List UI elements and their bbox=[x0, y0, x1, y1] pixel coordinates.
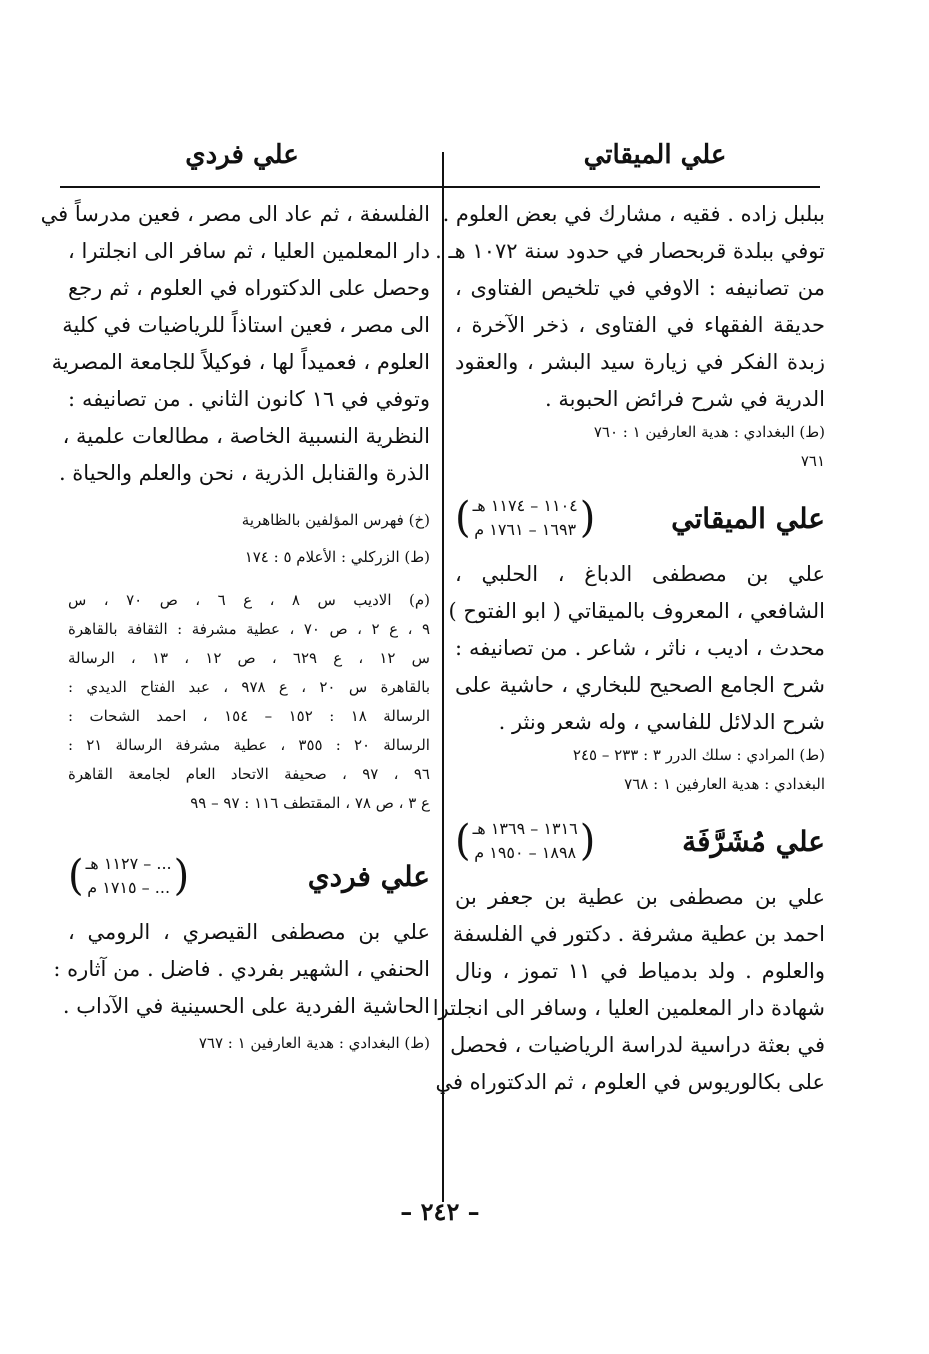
text-line: علي بن مصطفى القيصري ، الرومي ، bbox=[68, 920, 430, 944]
text-line: توفي ببلدة قربحصار في حدود سنة ١٠٧٢ هـ . bbox=[435, 239, 825, 263]
text-line: من تصانيفه : الاوفي في تلخيص الفتاوى ، bbox=[455, 276, 825, 300]
text-line: النظرية النسبية الخاصة ، مطالعات علمية ، bbox=[62, 424, 430, 448]
date-gregorian: ١٨٩٨ – ١٩٥٠ م bbox=[474, 843, 577, 862]
entry-name: علي فردي bbox=[307, 859, 430, 893]
page-number: – ٢٤٢ – bbox=[400, 1197, 480, 1226]
text-line: الشافعي ، المعروف بالميقاتي ( ابو الفتوح ) bbox=[448, 599, 825, 623]
source-line: (ط) المرادي : سلك الدرر ٣ : ٢٣٣ – ٢٤٥ bbox=[572, 746, 825, 764]
text-line: ببلبل زاده . فقيه ، مشارك في بعض العلوم . bbox=[442, 202, 825, 226]
source-line: (م) الاديب س ٨ ، ع ٦ ، ص ٧٠ ، س bbox=[68, 591, 430, 609]
entry-dates: ( ١١٠٤ – ١١٧٤ هـ ١٦٩٣ – ١٧٦١ م ) bbox=[455, 493, 596, 543]
source-line: البغدادي : هدية العارفين ١ : ٧٦٨ bbox=[624, 775, 825, 793]
text-line: شهادة دار المعلمين العليا ، وسافر الى انجلترا bbox=[432, 996, 825, 1020]
text-line: الدرية في شرح فرائض الحبوبة . bbox=[545, 387, 825, 411]
text-line: وتوفي في ١٦ كانون الثاني . من تصانيفه : bbox=[68, 387, 430, 411]
entry-heading bbox=[68, 848, 430, 904]
text-line: الفلسفة ، ثم عاد الى مصر ، فعين مدرساً في bbox=[40, 202, 430, 226]
source-line: ٩٦ ، ٩٧ ، صحيفة الاتحاد العام لجامعة القاهرة bbox=[68, 765, 430, 783]
source-line: (ط) البغدادي : هدية العارفين ١ : ٧٦٠ bbox=[593, 423, 825, 441]
text-line: الحاشية الفردية على الحسينية في الآداب . bbox=[62, 994, 430, 1018]
text-line: علي بن مصطفى الدباغ ، الحلبي ، bbox=[455, 562, 825, 586]
text-line: الحنفي ، الشهير بفردي . فاضل . من آثاره : bbox=[53, 957, 430, 981]
date-hijri: ... – ١١٢٧ هـ bbox=[85, 854, 172, 873]
entry-dates: ( ١٣١٦ – ١٣٦٩ هـ ١٨٩٨ – ١٩٥٠ م ) bbox=[455, 816, 596, 866]
column-header-left: علي فردي bbox=[185, 140, 299, 170]
source-line: ٩ ، ع ٢ ، ص ٧٠ ، عطية مشرفة : الثقافة بالقاهرة bbox=[68, 620, 430, 638]
entry-dates: ( ... – ١١٢٧ هـ ... – ١٧١٥ م ) bbox=[68, 851, 190, 901]
date-hijri: ١٣١٦ – ١٣٦٩ هـ bbox=[472, 819, 578, 838]
entry-name: علي مُشَرَّفَة bbox=[682, 824, 825, 858]
date-hijri: ١١٠٤ – ١١٧٤ هـ bbox=[472, 496, 578, 515]
text-line: حديقة الفقهاء في الفتاوى ، ذخر الآخرة ، bbox=[455, 313, 825, 337]
date-gregorian: ١٦٩٣ – ١٧٦١ م bbox=[474, 520, 577, 539]
entry-heading bbox=[455, 490, 825, 546]
text-line: محدث ، اديب ، ناثر ، شاعر . من تصانيفه : bbox=[455, 636, 825, 660]
text-line: والعلوم . ولد بدمياط في ١١ تموز ، ونال bbox=[455, 959, 825, 983]
source-line: ع ٣ ، ص ٧٨ ، المقتطف ١١٦ : ٩٧ – ٩٩ bbox=[190, 794, 430, 812]
date-gregorian: ... – ١٧١٥ م bbox=[87, 878, 171, 897]
text-line: الذرة والقنابل الذرية ، نحن والعلم والحياة . bbox=[58, 461, 430, 485]
text-line: وحصل على الدكتوراه في العلوم ، ثم رجع bbox=[68, 276, 430, 300]
source-line: ٧٦١ bbox=[800, 452, 825, 470]
header-rule bbox=[60, 186, 820, 188]
text-line: زبدة الفكر في زيارة سيد البشر ، والعقود bbox=[455, 350, 825, 374]
text-line: علي بن مصطفى بن عطية بن جعفر بن bbox=[455, 885, 825, 909]
text-line: العلوم ، فعميداً لها ، فوكيلاً للجامعة المصرية bbox=[51, 350, 430, 374]
column-header-right: علي الميقاتي bbox=[583, 140, 727, 170]
source-line: (ط) الزركلي : الأعلام ٥ : ١٧٤ bbox=[244, 548, 430, 566]
source-line: (ط) البغدادي : هدية العارفين ١ : ٧٦٧ bbox=[198, 1034, 430, 1052]
text-line: الى مصر ، فعين استاذاً للرياضيات في كلية bbox=[62, 313, 430, 337]
column-divider bbox=[442, 152, 444, 1202]
source-line: بالقاهرة س ٢٠ ، ع ٩٧٨ ، عبد الفتاح الديدي : bbox=[68, 678, 430, 696]
text-line: شرح الدلائل للفاسي ، وله شعر ونثر . bbox=[498, 710, 825, 734]
source-line: الرسالة ٢٠ : ٣٥٥ ، عطية مشرفة الرسالة ٢١ : bbox=[68, 736, 430, 754]
left-column bbox=[40, 196, 431, 1062]
text-line: دار المعلمين العليا ، ثم سافر الى انجلترا ، bbox=[68, 239, 430, 263]
text-line: على بكالوريوس في العلوم ، ثم الدكتوراه في bbox=[435, 1070, 825, 1094]
source-line: (خ) فهرس المؤلفين بالظاهرية bbox=[241, 511, 430, 529]
text-line: احمد بن عطية مشرفة . دكتور في الفلسفة bbox=[452, 922, 825, 946]
source-line: الرسالة ١٨ : ١٥٢ – ١٥٤ ، احمد الشحات : bbox=[68, 707, 431, 725]
continued-entry-text bbox=[435, 196, 825, 418]
entry-name: علي الميقاتي bbox=[671, 501, 825, 535]
text-line: شرح الجامع الصحيح للبخاري ، حاشية على bbox=[455, 673, 825, 697]
entry-heading bbox=[455, 813, 825, 869]
text-line: في بعثة دراسية لدراسة الرياضيات ، فحصل bbox=[450, 1033, 825, 1057]
right-column bbox=[432, 196, 825, 1101]
source-line: س ١٢ ، ع ٦٢٩ ، ص ١٢ ، ١٣ ، الرسالة bbox=[68, 649, 430, 667]
